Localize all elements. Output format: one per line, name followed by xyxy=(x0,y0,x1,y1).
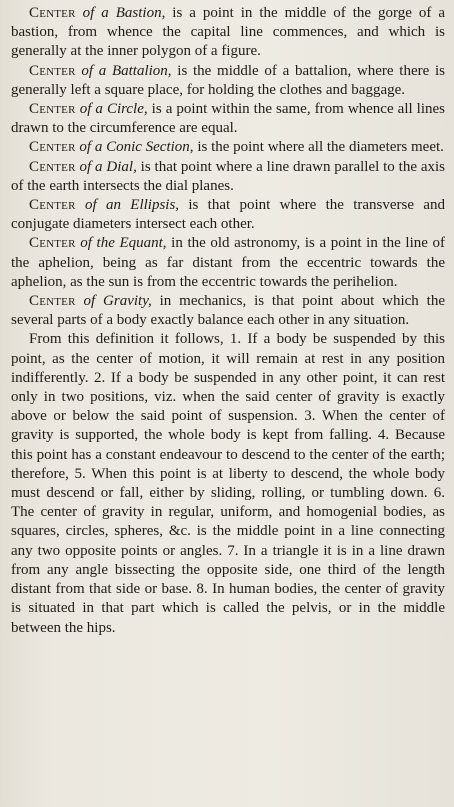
entry-term: Center xyxy=(29,101,76,118)
entry-subterm: of a Bastion, xyxy=(82,5,166,21)
entry-term: Center xyxy=(29,197,76,214)
entry-definition: in mechanics, is that point about which the several parts of a body exactly balance each other in any situation. xyxy=(11,293,445,329)
entry-center-of-a-battalion xyxy=(11,62,445,100)
entry-definition: is that point where the transverse and conjugate diameters intersect each other. xyxy=(11,197,446,233)
entry-subterm: of a Circle, xyxy=(79,101,148,118)
center-of-gravity-consequences-paragraph: From this definition it follows, 1. If a body be suspended by this point, as the center of motion, it will remain at rest in any position indifferently. 2. If a body be suspended in any other point, it can rest only in two positions, viz. when the said center of gravity is exactly above or below the said point of suspension. 3. When the center of gravity is supported, the whole body is kept from falling. 4. Because this point has a constant endeavour to descend to the center of the earth; therefore, 5. When this point is at liberty to descend, the whole body must descend or fall, either by sliding, rolling, or tumbling down. 6. The center of gravity in regular, uniform, and homogenial bodies, as squares, circles, spheres, &c. is the middle point in a line connecting any two opposite points or angles. 7. In a triangle it is in a line drawn from any angle bissecting the opposite side, one third of the length distant from that side or base. 8. In human bodies, the center of gravity is situated in that part which is called the pelvis, or in the middle between the hips. xyxy=(11,331,445,636)
entry-term: Center xyxy=(29,235,76,252)
entry-term: Center xyxy=(29,139,76,156)
entry-center-of-a-circle xyxy=(11,100,445,138)
entry-term: Center xyxy=(29,293,76,310)
entry-center-of-a-bastion xyxy=(11,4,445,62)
entry-definition: in the old astronomy, is a point in the line of the aphelion, being as far distant from the eccentric towards the aphelion, as the sun is from the eccentric towards the perihelion. xyxy=(11,235,445,290)
entry-definition: is the point where all the diameters meet. xyxy=(193,139,444,156)
entry-term: Center xyxy=(29,62,76,79)
entry-subterm: of Gravity, xyxy=(83,293,152,310)
entry-center-of-a-conic-section xyxy=(11,138,445,157)
entry-subterm: of a Dial, xyxy=(79,158,137,175)
entry-center-of-the-equant xyxy=(11,234,445,292)
entry-term: Center xyxy=(29,158,76,175)
entry-subterm: of an Ellipsis, xyxy=(84,197,180,214)
entry-definition: is a point within the same, from whence all lines drawn to the circumference are equal. xyxy=(11,101,446,137)
entry-definition: is that point where a line drawn parallel to the axis of the earth intersects the dial planes. xyxy=(11,158,445,194)
entry-definition: is a point in the middle of the gorge of a bastion, from whence the capital line commences, and which is generally at the inner polygon of a figure. xyxy=(11,5,445,60)
entry-center-of-an-ellipsis xyxy=(11,196,445,234)
entry-definition: is the middle of a battalion, where there is generally left a square place, for holding the clothes and baggage. xyxy=(11,62,446,98)
entry-term: Center xyxy=(29,5,76,21)
entry-center-of-gravity xyxy=(11,292,445,330)
entry-subterm: of the Equant, xyxy=(80,235,167,252)
entry-center-of-a-dial xyxy=(11,158,445,196)
entry-subterm: of a Battalion, xyxy=(81,62,172,79)
entry-subterm: of a Conic Section, xyxy=(79,139,194,156)
